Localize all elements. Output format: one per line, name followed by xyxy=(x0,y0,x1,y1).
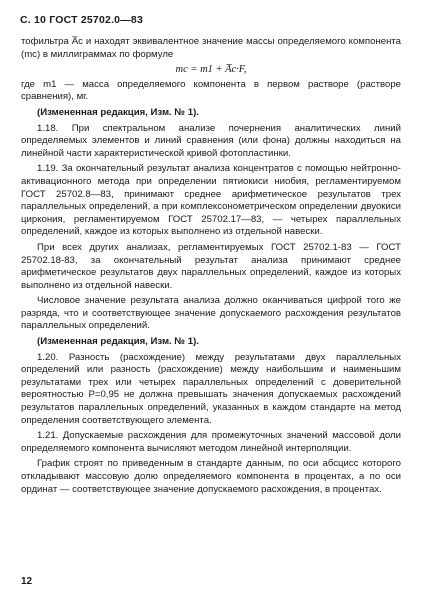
document-body xyxy=(21,36,401,499)
paragraph: Числовое значение результата анализа должно оканчиваться цифрой того же разряда, что и соответствующее значение допускаемого расхождения результатов параллельных определений. xyxy=(21,295,401,332)
paragraph: 1.19. За окончательный результат анализа концентратов с помощью нейтронно-активационного метода при определении пятиокиси ниобия, регламентируемом ГОСТ 25702.8—83, принимают среднее арифметическое результатов трех параллельных определений, а при комплексонометрическом определении двуокиси циркония, регламентируемом ГОСТ 25702.17—83, — четырех параллельных определений, каждое из которых выполнено из отдельной навески. xyxy=(21,163,401,238)
paragraph: тофильтра A̅c и находят эквивалентное значение массы определяемого компонента (mc) в миллиграммах по формуле xyxy=(21,36,401,60)
paragraph: 1.20. Разность (расхождение) между результатами двух параллельных определений или разность (расхождение) между наибольшим и наименьшим результатами трех или четырех параллельных определений с доверительной вероятностью P=0,95 не должна превышать значения допускаемых расхождений результатов параллельных определений, указанных в каждом стандарте на метод определения соответствующего элемента. xyxy=(21,351,401,426)
amendment-note: (Измененная редакция, Изм. № 1). xyxy=(37,106,199,118)
paragraph: При всех других анализах, регламентируемых ГОСТ 25702.1-83 — ГОСТ 25702.18-83, за окончательный результат анализа принимают среднее арифметическое результатов двух параллельных определений, каждое из которых выполнено из отдельной навески. xyxy=(21,241,401,291)
paragraph: График строят по приведенным в стандарте данным, по оси абсцисс которого откладывают массовую долю определяемого компонента в процентах, а по оси ординат — соответствующее значение допускаемого расхождения, в процентах. xyxy=(21,458,401,495)
paragraph: где m1 — масса определяемого компонента в первом растворе (растворе сравнения), мг. xyxy=(21,78,401,103)
paragraph: 1.21. Допускаемые расхождения для промежуточных значений массовой доли определяемого компонента вычисляют методом линейной интерполяции. xyxy=(21,430,401,454)
page-header: С. 10 ГОСТ 25702.0—83 xyxy=(20,14,143,26)
page-number: 12 xyxy=(21,576,33,587)
formula: mc = m1 + A̅c·F, xyxy=(175,64,247,76)
paragraph: 1.18. При спектральном анализе почернения аналитических линий определяемых элементов и линий сравнения (или фона) должны находиться на линейной части характеристической кривой фотопластинки. xyxy=(21,122,401,159)
amendment-note: (Измененная редакция, Изм. № 1). xyxy=(37,336,199,348)
